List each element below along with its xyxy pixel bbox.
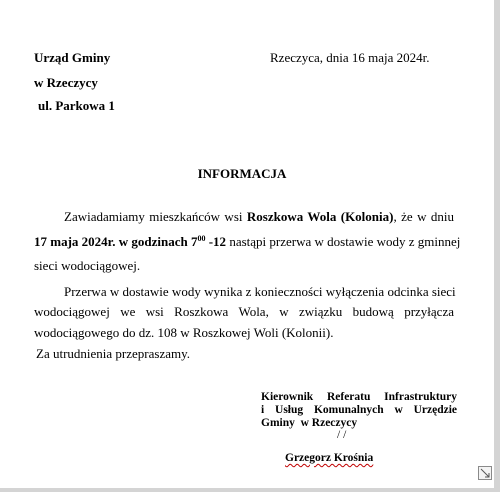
closing-apology: Za utrudnienia przepraszamy.	[36, 346, 191, 361]
paragraph-1-line-2: 17 maja 2024r. w godzinach $7^{00}$ -12 nastąpi przerwa w dostawie wody z gminnej	[34, 234, 461, 249]
signature-line-3: Gminy w Rzeczycy	[261, 417, 358, 429]
office-name: Urząd Gminy	[34, 50, 111, 65]
viewer-right-edge	[494, 0, 500, 488]
viewer-bottom-edge	[0, 488, 500, 492]
office-town: w Rzeczycy	[34, 75, 98, 90]
document-title: INFORMACJA	[197, 166, 287, 181]
signature-mark: / /	[337, 429, 347, 441]
paragraph-2-line-2: wodociągowej we wsi Roszkowa Wola, w związku budową przyłącza	[34, 304, 454, 319]
office-address: ul. Parkowa 1	[38, 98, 115, 113]
signature-line-2: i Usług Komunalnych w Urzędzie	[261, 404, 457, 416]
place-date: Rzeczyca, dnia 16 maja 2024r.	[270, 50, 430, 65]
village-name: Roszkowa Wola (Kolonia)	[246, 209, 394, 224]
paragraph-2-line-3: wodociągowego do dz. 108 w Roszkowej Woli (Kolonii).	[34, 325, 334, 340]
paragraph-2-line-1: Przerwa w dostawie wody wynika z konieczności wyłączenia odcinka sieci	[64, 284, 456, 299]
paragraph-1-line-3: sieci wodociągowej.	[34, 258, 141, 273]
resize-corner-icon[interactable]	[478, 466, 492, 480]
signature-line-1: Kierownik Referatu Infrastruktury	[261, 391, 457, 403]
signatory-name: Grzegorz Krośnia	[285, 452, 374, 464]
paragraph-1-line-1: Zawiadamiamy mieszkańców wsi Roszkowa Wola (Kolonia), że w dniu	[64, 209, 455, 224]
outage-date-time: 17 maja 2024r. w godzinach $7^{00}$ -12	[34, 234, 227, 249]
